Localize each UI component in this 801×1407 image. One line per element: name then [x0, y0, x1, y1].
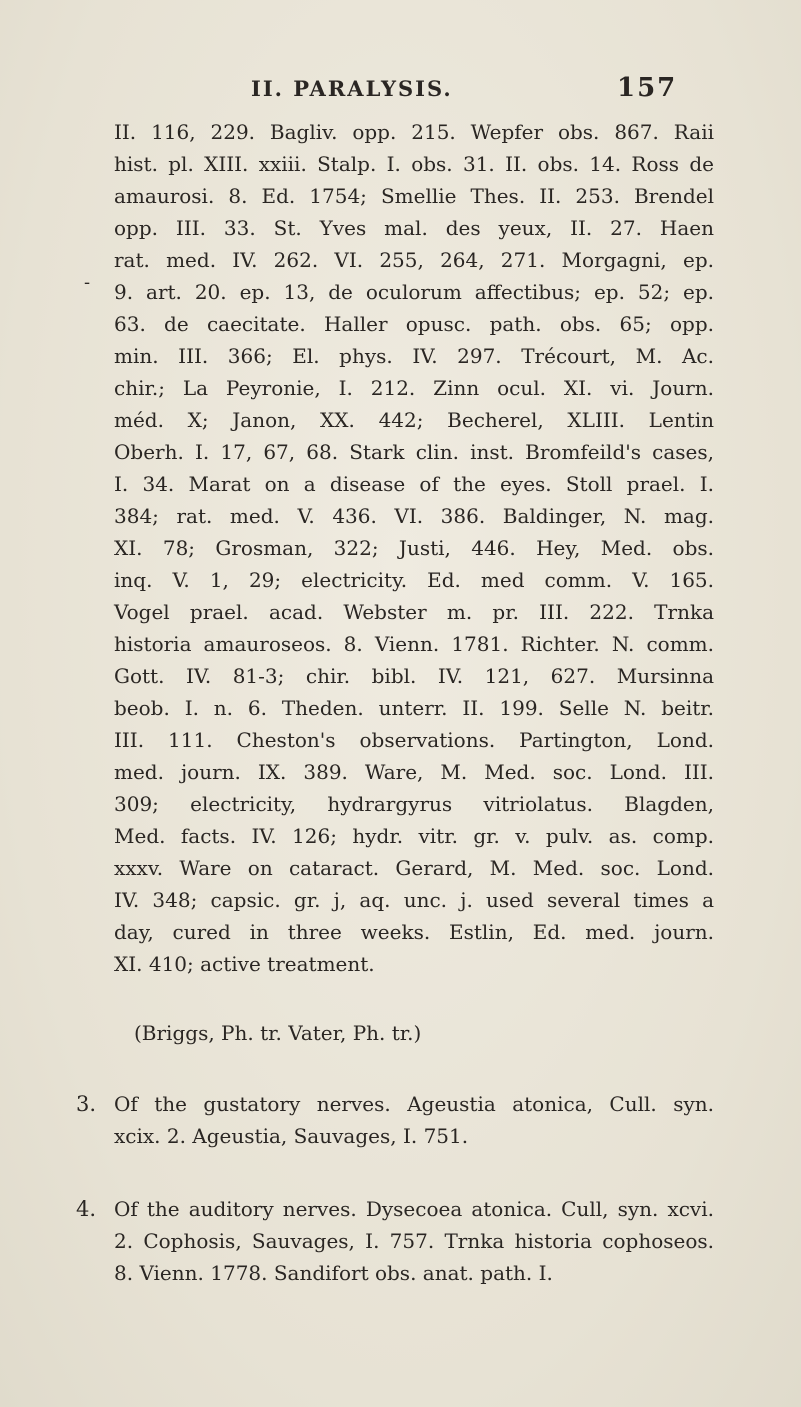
- text-line: I. 34. Marat on a disease of the eyes. Stoll prael. I.: [114, 472, 714, 496]
- text-line: Gott. IV. 81-3; chir. bibl. IV. 121, 627. Mursinna: [114, 664, 714, 688]
- section-number: 4.: [76, 1197, 97, 1221]
- text-line: 384; rat. med. V. 436. VI. 386. Baldinger, N. mag.: [114, 504, 714, 528]
- text-line: xxxv. Ware on cataract. Gerard, M. Med. soc. Lond.: [114, 856, 714, 880]
- text-line: 9. art. 20. ep. 13, de oculorum affectibus; ep. 52; ep.: [114, 280, 714, 304]
- text-line: day, cured in three weeks. Estlin, Ed. med. journ.: [114, 920, 714, 944]
- text-line: XI. 410; active treatment.: [114, 952, 375, 976]
- running-head: [0, 73, 801, 110]
- text-line: Of the gustatory nerves. Ageustia atonica, Cull. syn.: [114, 1092, 714, 1116]
- text-line: Oberh. I. 17, 67, 68. Stark clin. inst. Bromfeild's cases,: [114, 440, 714, 464]
- text-line: inq. V. 1, 29; electricity. Ed. med comm. V. 165.: [114, 568, 714, 592]
- running-head-title: II. PARALYSIS.: [251, 76, 453, 101]
- text-line: IV. 348; capsic. gr. j, aq. unc. j. used several times a: [114, 888, 714, 912]
- text-line: 2. Cophosis, Sauvages, I. 757. Trnka historia cophoseos.: [114, 1229, 714, 1253]
- text-line: III. 111. Cheston's observations. Partington, Lond.: [114, 728, 714, 752]
- text-line: chir.; La Peyronie, I. 212. Zinn ocul. XI. vi. Journ.: [114, 376, 714, 400]
- text-line: méd. X; Janon, XX. 442; Becherel, XLIII. Lentin: [114, 408, 714, 432]
- text-line: Vogel prael. acad. Webster m. pr. III. 222. Trnka: [114, 600, 714, 624]
- text-line: 63. de caecitate. Haller opusc. path. obs. 65; opp.: [114, 312, 714, 336]
- text-line: beob. I. n. 6. Theden. unterr. II. 199. Selle N. beitr.: [114, 696, 714, 720]
- text-line: 8. Vienn. 1778. Sandifort obs. anat. path. I.: [114, 1261, 553, 1285]
- text-line: 309; electricity, hydrargyrus vitriolatus. Blagden,: [114, 792, 714, 816]
- text-line: II. 116, 229. Bagliv. opp. 215. Wepfer obs. 867. Raii: [114, 120, 714, 144]
- margin-mark: -: [84, 272, 91, 293]
- text-line: hist. pl. XIII. xxiii. Stalp. I. obs. 31. II. obs. 14. Ross de: [114, 152, 714, 176]
- page-number: 157: [617, 73, 678, 103]
- text-line: opp. III. 33. St. Yves mal. des yeux, II. 27. Haen: [114, 216, 714, 240]
- text-line: xcix. 2. Ageustia, Sauvages, I. 751.: [114, 1124, 469, 1148]
- text-line: XI. 78; Grosman, 322; Justi, 446. Hey, Med. obs.: [114, 536, 714, 560]
- text-line: med. journ. IX. 389. Ware, M. Med. soc. Lond. III.: [114, 760, 714, 784]
- text-line: min. III. 366; El. phys. IV. 297. Trécourt, M. Ac.: [114, 344, 714, 368]
- text-line: Of the auditory nerves. Dysecoea atonica. Cull, syn. xcvi.: [114, 1197, 714, 1221]
- section-number: 3.: [76, 1092, 97, 1116]
- bracketed-note: (Briggs, Ph. tr. Vater, Ph. tr.): [134, 1021, 422, 1045]
- text-line: rat. med. IV. 262. VI. 255, 264, 271. Morgagni, ep.: [114, 248, 714, 272]
- text-line: historia amauroseos. 8. Vienn. 1781. Richter. N. comm.: [114, 632, 714, 656]
- text-line: amaurosi. 8. Ed. 1754; Smellie Thes. II. 253. Brendel: [114, 184, 714, 208]
- text-line: Med. facts. IV. 126; hydr. vitr. gr. v. pulv. as. comp.: [114, 824, 714, 848]
